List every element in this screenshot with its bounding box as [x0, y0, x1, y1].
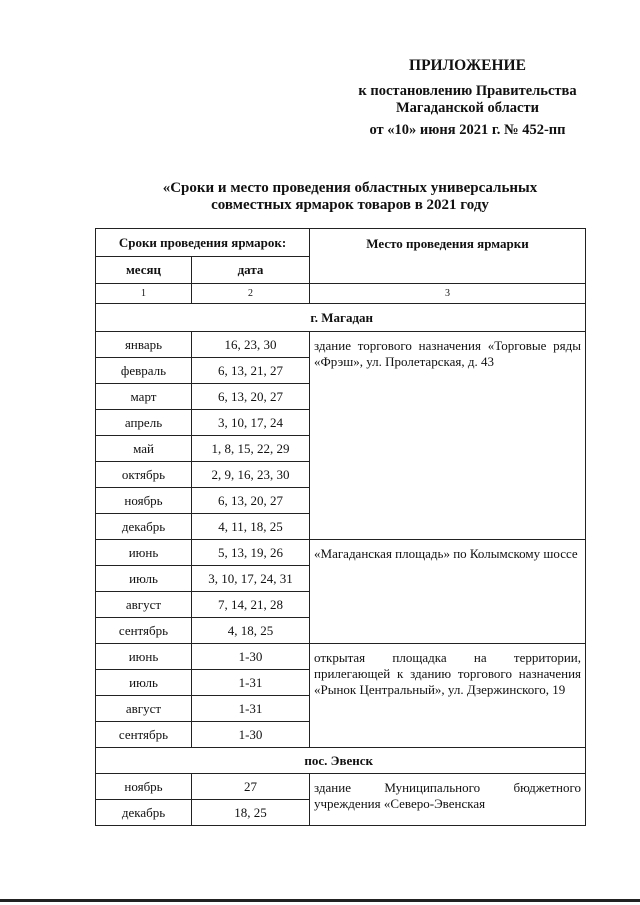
dates-cell: 5, 13, 19, 26 — [192, 540, 310, 566]
place-cell: открытая площадка на территории, прилегающей к зданию торгового назначения «Рынок Центральный», ул. Дзержинского, 19 — [310, 644, 586, 748]
dates-cell: 3, 10, 17, 24 — [192, 410, 310, 436]
month-cell: сентябрь — [96, 618, 192, 644]
month-cell: июнь — [96, 540, 192, 566]
table-row — [96, 332, 586, 358]
page-edge-line — [0, 899, 640, 902]
place-cell: здание Муниципального бюджетного учреждения «Северо-Эвенская — [310, 774, 586, 826]
dates-cell: 27 — [192, 774, 310, 800]
month-cell: ноябрь — [96, 488, 192, 514]
document-title — [100, 180, 600, 214]
dates-cell: 6, 13, 21, 27 — [192, 358, 310, 384]
header-dates: Сроки проведения ярмарок: — [96, 229, 310, 257]
section-evensk: пос. Эвенск — [96, 748, 586, 774]
month-cell: апрель — [96, 410, 192, 436]
resolution-line-2: Магаданской области — [396, 100, 539, 116]
dates-cell: 16, 23, 30 — [192, 332, 310, 358]
month-cell: декабрь — [96, 800, 192, 826]
column-number-2: 2 — [192, 284, 310, 304]
dates-cell: 7, 14, 21, 28 — [192, 592, 310, 618]
dates-cell: 18, 25 — [192, 800, 310, 826]
dates-cell: 1-30 — [192, 722, 310, 748]
section-magadan: г. Магадан — [96, 304, 586, 332]
month-cell: сентябрь — [96, 722, 192, 748]
place-cell: здание торгового назначения «Торговые ряды «Фрэш», ул. Пролетарская, д. 43 — [310, 332, 586, 540]
column-number-1: 1 — [96, 284, 192, 304]
month-cell: август — [96, 696, 192, 722]
resolution-reference — [330, 83, 605, 117]
header-month: месяц — [96, 257, 192, 284]
month-cell: июль — [96, 670, 192, 696]
dates-cell: 6, 13, 20, 27 — [192, 384, 310, 410]
header-place: Место проведения ярмарки — [310, 229, 586, 284]
title-line-1: «Сроки и место проведения областных универсальных — [162, 180, 538, 196]
dates-cell: 4, 18, 25 — [192, 618, 310, 644]
dates-cell: 1-30 — [192, 644, 310, 670]
place-cell: «Магаданская площадь» по Колымскому шоссе — [310, 540, 586, 644]
table-row — [96, 774, 586, 800]
month-cell: июль — [96, 566, 192, 592]
column-number-3: 3 — [310, 284, 586, 304]
section-row — [96, 748, 586, 774]
month-cell: май — [96, 436, 192, 462]
resolution-line-1: к постановлению Правительства — [358, 83, 577, 99]
fair-schedule-table — [95, 228, 586, 826]
table-row — [96, 644, 586, 670]
resolution-date-number: от «10» июня 2021 г. № 452-пп — [369, 122, 566, 138]
table-row — [96, 540, 586, 566]
dates-cell: 1-31 — [192, 696, 310, 722]
dates-cell: 4, 11, 18, 25 — [192, 514, 310, 540]
month-cell: март — [96, 384, 192, 410]
dates-cell: 1, 8, 15, 22, 29 — [192, 436, 310, 462]
title-line-2: совместных ярмарок товаров в 2021 году — [211, 197, 489, 213]
dates-cell: 3, 10, 17, 24, 31 — [192, 566, 310, 592]
month-cell: октябрь — [96, 462, 192, 488]
month-cell: февраль — [96, 358, 192, 384]
month-cell: декабрь — [96, 514, 192, 540]
appendix-heading: ПРИЛОЖЕНИЕ — [409, 57, 526, 74]
dates-cell: 6, 13, 20, 27 — [192, 488, 310, 514]
dates-cell: 1-31 — [192, 670, 310, 696]
month-cell: август — [96, 592, 192, 618]
header-date: дата — [192, 257, 310, 284]
month-cell: июнь — [96, 644, 192, 670]
month-cell: январь — [96, 332, 192, 358]
dates-cell: 2, 9, 16, 23, 30 — [192, 462, 310, 488]
month-cell: ноябрь — [96, 774, 192, 800]
